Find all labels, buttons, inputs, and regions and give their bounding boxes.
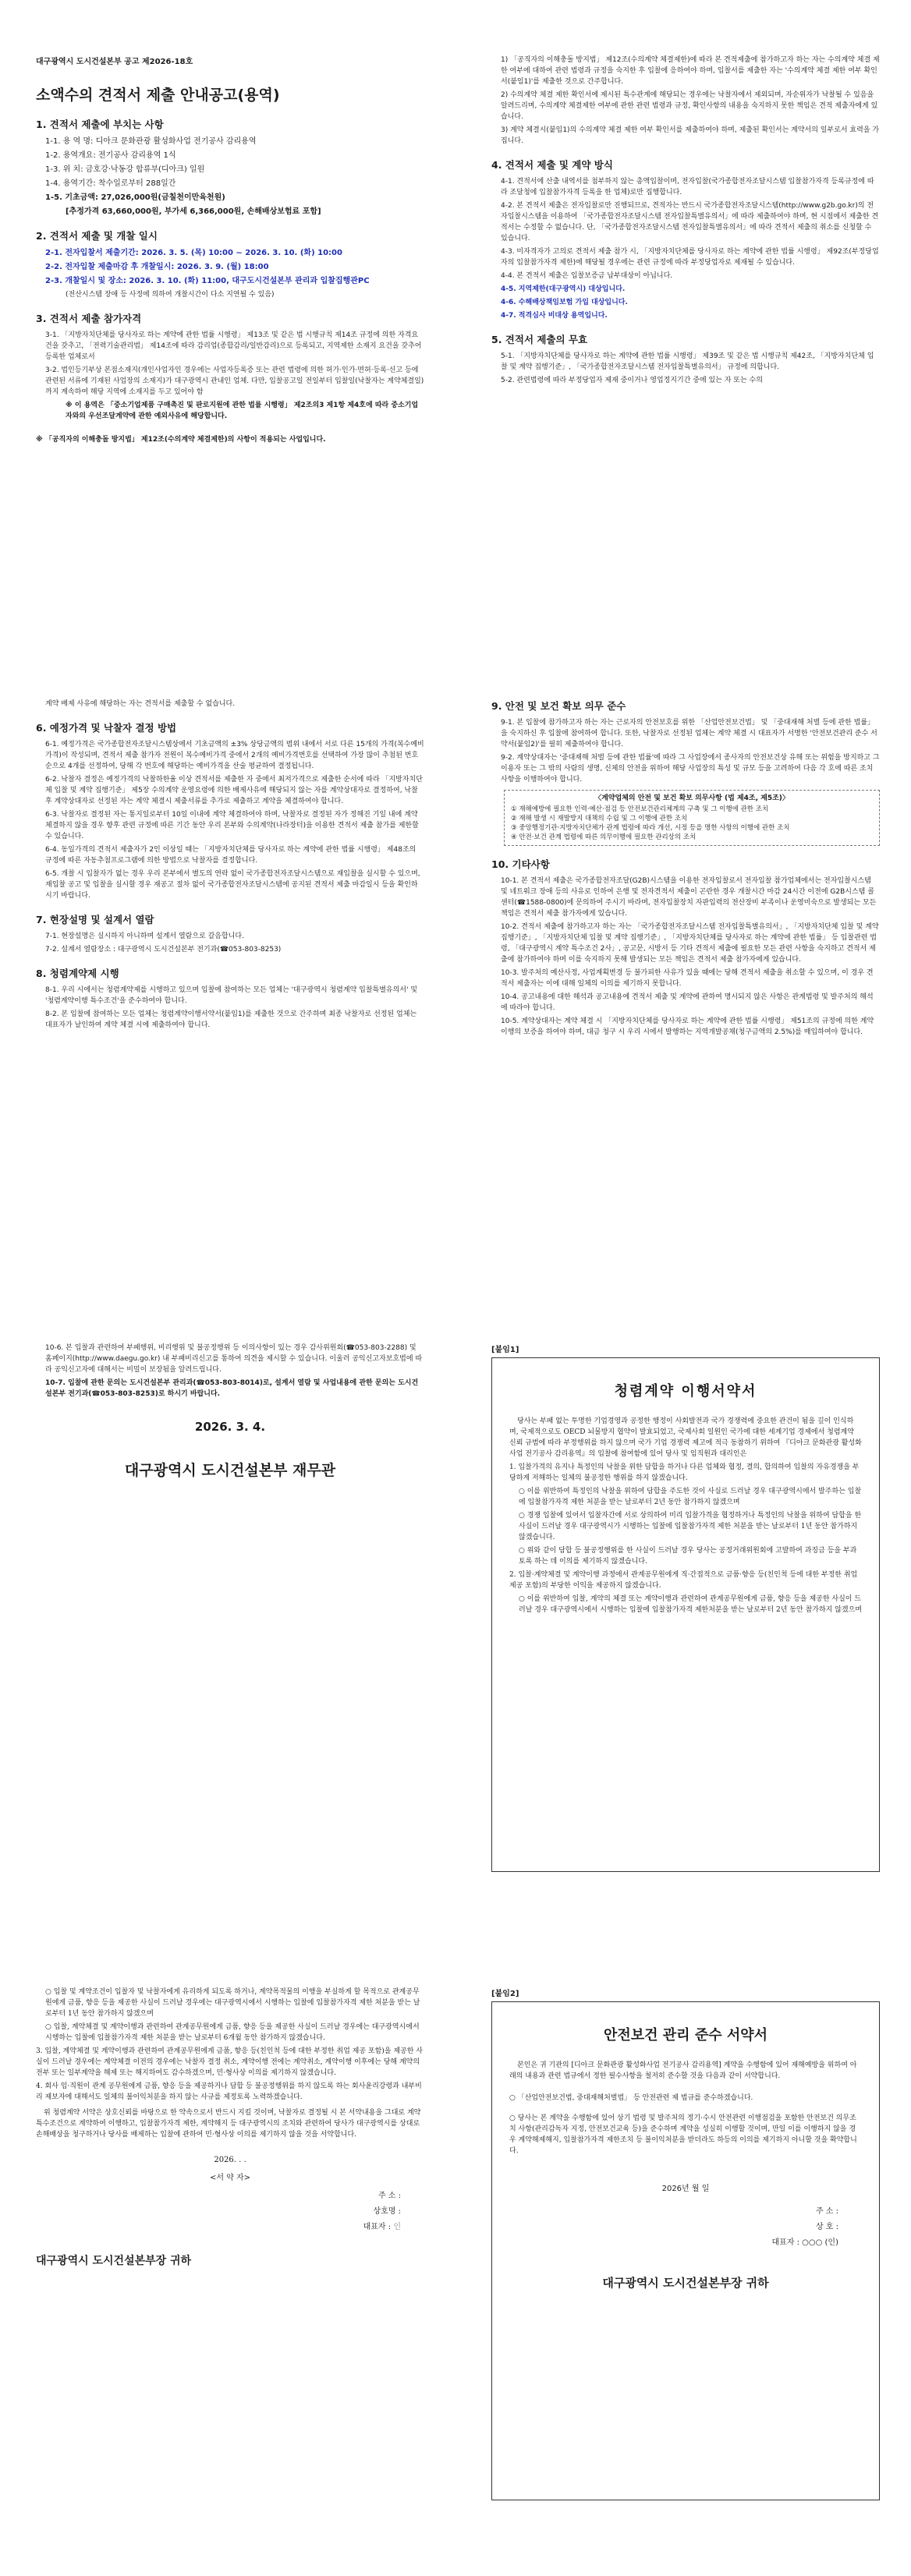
pledge-item: 3. 입찰, 계약체결 및 계약이행과 관련하여 관계공무원에게 금품, 향응 등(친인척 등에 대한 부정한 취업 제공 포함)을 제공한 사실이 드러날 경우에는 계약체결 이전의 경우에는 낙찰자 결정 취소, 계약이행 전에는 계약취소, 계약이행 이후에는 당해 계약의 전부 또는 일부계약을 해제 또는 해지하여도 감수하겠으며, 민·형사상 이의를 제기하지 않겠습니다. — [36, 2047, 423, 2077]
section-9-item: 9-1. 본 입찰에 참가하고자 하는 자는 근로자의 안전보호를 위한 「산업안전보건법」 및 「중대재해 처벌 등에 관한 법률」을 숙지하신 후 입찰에 참여하여 합니다. 또한, 낙찰자로 선정된 업체는 계약 체결 시 대표자가 서명한 '안전보건관리 준수 서약서(붙임2)'를 필히 제출하여야 합니다. — [501, 719, 877, 748]
safety-duty-box — [504, 790, 880, 846]
section-10-item: 10-1. 본 견적서 제출은 국가종합전자조달(G2B)시스템을 이용한 전자입찰로서 전자입찰 참가업체에서는 전자입찰시스템 및 네트워크 장애 등의 사유로 인하여 은행 및 전자견적서 제출이 곤란한 경우 개찰시간 마감 24시간 이전에 G2B시스템 콜센터(☎1588-0800)에 문의하여 주시기 바라며, 전자입찰장치 자판입력의 전산장비 부족이나 운영미숙으로 발생되는 모든 책임은 견적서 제출 참가자에게 있습니다. — [501, 877, 877, 918]
section-6-item: 6-4. 동일가격의 견적서 제출자가 2인 이상일 때는 「지방자치단체를 당사자로 하는 계약에 관한 법률 시행령」 제48조의 규정에 따른 자동추첨프로그램에 의한 방법으로 낙찰자를 결정합니다. — [45, 846, 417, 865]
page-8 — [456, 1932, 911, 2576]
section-8-list — [36, 985, 424, 1031]
page-7 — [0, 1932, 456, 2576]
safety-signer-address: 주 소 : — [815, 2207, 838, 2216]
safety-duty-item: ③ 중앙행정기관·지방자치단체가 관계 법령에 따라 개선, 시정 등을 명한 사항의 이행에 관한 조치 — [511, 824, 790, 832]
section-4-item: 4-4. 본 견적서 제출은 입찰보증금 납부대상이 아닙니다. — [501, 272, 673, 280]
base-price-note: [추정가격 63,660,000원, 부가세 6,366,000원, 손해배상보험료 포함] — [66, 207, 321, 216]
section-7-title: 7. 현장설명 및 설계서 열람 — [36, 914, 154, 925]
base-price: 1-5. 기초금액: 27,026,000원(금칠천이만육천원) — [45, 193, 225, 202]
safety-duty-item: ④ 안전·보건 관계 법령에 따른 의무이행에 필요한 관리상의 조치 — [511, 833, 697, 841]
inquiry-item: 10-7. 입찰에 관한 문의는 도시건설본부 관리과(☎053-803-8014)로, 설계서 열람 및 사업내용에 관한 문의는 도시건설본부 전기과(☎053-803-8253)로 하시기 바랍니다. — [45, 1379, 419, 1398]
section-6-item: 6-3. 낙찰자로 결정된 자는 통지일로부터 10일 이내에 계약 체결하여야 하며, 낙찰자로 결정된 자가 정해진 기일 내에 계약 체결하지 않을 경우 향후 관련 규정에 따른 기간 동안 우리 본부와 수의계약(나라장터)을 이용한 견적서 제출 참가를 제한할 수 있습니다. — [45, 811, 419, 840]
opening-time-place: 2-3. 개찰일시 및 장소: 2026. 3. 10. (화) 11:00, 대구도시건설본부 관리과 입찰집행관PC — [45, 277, 370, 285]
section-1-item: 1-4. 용역기간: 착수일로부터 288일간 — [45, 179, 176, 188]
section-9-item: 9-2. 계약상대자는 '중대재해 처벌 등에 관한 법률'에 따라 그 사업장에서 종사자의 안전보건상 유해 또는 위험을 방지하고 그 이용자 또는 그 밖의 사람의 생명, 신체의 안전을 위하여 해당 사업장의 특성 및 규모 등을 고려하여 다음 각 호에 따른 조치사항을 이행하여야 합니다. — [501, 754, 880, 784]
continued-text: 계약 배제 사유에 해당하는 자는 견적서를 제출할 수 없습니다. — [45, 700, 236, 708]
section-4-title: 4. 견적서 제출 및 계약 방식 — [491, 159, 613, 171]
pledge-subitem: ○ 이를 위반하여 입찰, 계약의 체결 또는 계약이행과 관련하여 관계공무원에게 금품, 향응 등을 제공한 사실이 드러날 경우 대구광역시에서 시행하는 입찰에 입찰참가자격 제한처분을 받는 날로부터 2년 동안 참가하지 않겠으며 — [519, 1595, 862, 1614]
section-10-item: 10-4. 공고내용에 대한 해석과 공고내용에 견적서 제출 및 계약에 관하여 명시되지 않은 사항은 관계법령 및 발주처의 해석에 따라야 합니다. — [501, 993, 874, 1012]
pledge-item: 4. 회사 임·직원이 관계 공무원에게 금품, 향응 등을 제공하거나 담합 등 불공정행위를 하지 않도록 하는 회사윤리강령과 내부비리 제보자에 대해서도 일체의 불이익처분을 하지 않는 사규를 제정토록 노력하겠습니다. — [36, 2082, 422, 2101]
pledge-subitem: ○ 입찰 및 계약조건이 입찰자 및 낙찰자에게 유리하게 되도록 하거나, 계약목적물의 이행을 부실하게 할 목적으로 관계공무원에게 금품, 향응 등을 제공한 사실이 드러날 경우에는 대구광역시에서 시행하는 입찰에 입찰참가자격 제한 처분을 받는 날로부터 1년 동안 참가하지 않겠으며 — [45, 1988, 420, 2018]
issuing-org: 대구광역시 도시건설본부 재무관 — [124, 1462, 336, 1479]
bid-deadline: 2-2. 전자입찰 제출마감 후 개찰일시: 2026. 3. 9. (월) 18:00 — [45, 263, 269, 271]
other-items — [36, 1343, 424, 1399]
pledge-subitem: ○ 입찰, 계약체결 및 계약이행과 관련하여 관계공무원에게 금품, 향응 등을 제공한 사실이 드러날 경우에는 대구광역시에서 시행하는 입찰에 입찰참가자격 제한 처분을 받는 날로부터 6개월 동안 참가하지 않겠습니다. — [45, 2023, 420, 2042]
integrity-pledge-title: 청렴계약 이행서약서 — [614, 1383, 757, 1399]
section-3-title: 3. 견적서 제출 참가자격 — [36, 313, 142, 324]
safety-pledge-intro: 본인은 귀 기관의 [디아크 문화관광 활성화사업 전기공사 감리용역] 계약을 수행함에 있어 재해예방을 위하여 아래의 내용과 관련 법규에서 정한 필수사항을 철저히 준수할 것을 다음과 같이 서약합니다. — [509, 2061, 857, 2080]
section-6-item: 6-5. 개찰 시 입찰자가 없는 경우 우리 본부에서 별도의 연락 없이 국가종합전자조달시스템으로 재입찰을 실시할 수 있으며, 재입찰 공고 및 입찰을 실시할 경우 재공고 절차 없이 국가종합전자조달시스템에 공지된 견적서 제출 마감일시 등을 확인하시기 바랍니다. — [45, 870, 420, 900]
section-10-item: 10-3. 발주처의 예산사정, 사업계획변경 등 불가피한 사유가 있을 때에는 당해 견적서 제출을 취소할 수 있으며, 이 경우 견적서 제출자는 이에 대해 일체의 이의를 제기하지 못합니다. — [501, 969, 874, 988]
safety-pledge-date: 2026년 월 일 — [661, 2185, 710, 2193]
safety-duty-item: ① 재해예방에 필요한 인력·예산·점검 등 안전보건관리체계의 구축 및 그 이행에 관한 조치 — [511, 805, 769, 813]
safety-pledge-addressee: 대구광역시 도시건설본부장 귀하 — [602, 2276, 769, 2290]
section-2-title: 2. 견적서 제출 및 개찰 일시 — [36, 230, 158, 242]
section-4-list — [491, 176, 880, 321]
attachment-1-tag: [붙임1] — [491, 1346, 519, 1354]
safety-signer-company: 상 호 : — [815, 2223, 838, 2231]
safety-duty-title: 〈계약업체의 안전 및 보건 확보 의무사항 (법 제4조, 제5조)〉 — [594, 794, 789, 802]
page-6 — [456, 1288, 911, 1932]
section-4-item: 4-2. 본 견적서 제출은 전자입찰로만 진행되므로, 견적자는 반드시 국가종합전자조달시스템(http://www.g2b.go.kr)의 전자입찰시스템을 이용하여 「국가종합전자조달시스템 전자입찰특별유의서」에 따라 제출하여야 하며, 현 시점에서 제출한 견적서는 수정할 수 없습니다. 단, 「국가종합전자조달시스템 전자입찰특별유의서」에 따라 견적서 제출의 취소를 신청할 수 있습니다. — [501, 202, 879, 242]
section-9-list — [491, 717, 880, 785]
section-2-list — [36, 247, 424, 300]
other-item: 10-6. 본 입찰과 관련하여 부패행위, 비리행위 및 불공정행위 등 이의사항이 있는 경우 감사위원회(☎053-803-2288) 및 홈페이지(http://www.daegu.go.kr) 내 부패비리신고를 통하여 의견을 제시할 수 있습니다. 이울러 공익신고자보호법에 따라 공익신고자에 대해서는 비밀이 보장됨을 알려드립니다. — [45, 1344, 423, 1374]
page-3 — [0, 644, 456, 1288]
page-5 — [0, 1288, 456, 1932]
section-5-item: 5-2. 관련법령에 따라 부정당업자 제재 중이거나 영업정지기간 중에 있는 자 또는 수의 — [501, 377, 763, 384]
conflict-item: 2) 수의계약 체결 제한 확인서에 제시된 특수관계에 해당되는 경우에는 낙찰자에서 제외되며, 자순위자가 낙찰될 수 있음을 알려드리며, 수의계약 체결제한 여부에 관한 관련 법령과 규정, 확인사항의 내용을 숙지하지 못한 책임은 견적 제출자에게 있습니다. — [501, 91, 878, 121]
pledge-date: 2026. . . — [214, 2156, 246, 2164]
section-7-item: 7-2. 설계서 열람장소 : 대구광역시 도시건설본부 전기과(☎053-803-8253) — [45, 946, 282, 954]
section-9-title: 9. 안전 및 보건 확보 의무 준수 — [491, 700, 626, 712]
region-limit: 4-5. 지역제한(대구광역시) 대상입니다. — [501, 285, 626, 293]
pledge-subitem: ○ 이를 위반하여 특정인의 낙찰을 위하여 담합을 주도한 것이 사실로 드러날 경우 대구광역시에서 발주하는 입찰에 입찰참가자격 제한 처분을 받는 날로부터 2년 동안 참가하지 않겠으며 — [519, 1488, 862, 1506]
safety-pledge-item: ○ 「산업안전보건법, 중대재해처벌법」 등 안전관련 제 법규를 준수하겠습니다. — [509, 2094, 753, 2102]
section-1-title: 1. 견적서 제출에 부치는 사항 — [36, 119, 164, 130]
section-1-item: 1-2. 용역개요: 전기공사 감리용역 1식 — [45, 151, 176, 160]
pledge-closing: 위 청렴계약 서약은 상호신뢰를 바탕으로 한 약속으로서 반드시 지킬 것이며, 낙찰자로 결정될 시 본 서약내용을 그대로 계약특수조건으로 계약하여 이행하고, 입찰참가자격 제한, 계약해지 등 대구광역시의 조치와 관련하여 당사가 대구광역시를 상대로 손해배상을 청구하거나 당사를 배제하는 입찰에 관하여 민·형사상 이의를 제기하지 않을 것을 서약합니다. — [36, 2109, 421, 2139]
pledge-item: 1. 입찰가격의 유지나 특정인의 낙찰을 위한 담합을 하거나 다른 업체와 협정, 결의, 합의하여 입찰의 자유경쟁을 부당하게 저해하는 일체의 불공정한 행위를 하지 않겠습니다. — [509, 1463, 860, 1482]
page-4 — [456, 644, 911, 1288]
signer-address: 주 소 : — [378, 2192, 401, 2200]
section-5-title: 5. 견적서 제출의 무효 — [491, 334, 588, 345]
pledge-subitem: ○ 위와 같이 담합 등 불공정행위를 한 사실이 드러날 경우 당사는 공정거래위원회에 고발하여 과징금 등을 부과토록 하는 데 이의를 제기하지 않겠습니다. — [519, 1547, 857, 1566]
bid-period: 2-1. 전자입찰서 제출기간: 2026. 3. 5. (목) 10:00 ~ 2026. 3. 10. (화) 10:00 — [45, 249, 342, 257]
opening-note: (전산시스템 장애 등 사정에 의하여 개찰시간이 다소 지연될 수 있음) — [66, 291, 275, 299]
section-6-item: 6-2. 낙찰자 결정은 예정가격의 낙찰하한율 이상 견적서를 제출한 자 중에서 최저가격으로 제출한 순서에 따라 「지방자치단체 입찰 및 계약 집행기준」 제5장 수의계약 운영요령에 의한 배제사유에 해당되지 않는 자를 계약상대자로 결정하여, 낙찰 후 계약상대자로 선정된 자는 계약 체결시 제출서류를 추가로 제출하고 계약을 체결하여야 합니다. — [45, 776, 423, 805]
conflict-item: 3) 계약 체결시(붙임1)의 수의계약 체결 제한 여부 확인서를 제출하여야 하며, 제출된 확인서는 계약서의 일부로서 효력을 가집니다. — [501, 126, 880, 145]
safety-signer-rep: 대표자 : ○○○ (인) — [771, 2238, 838, 2247]
signer-title: <서 약 자> — [209, 2174, 251, 2182]
attachment-2-tag: [붙임2] — [491, 1990, 519, 1998]
section-3-item: 3-1. 「지방자치단체를 당사자로 하는 계약에 관한 법률 시행령」 제13조 및 같은 법 시행규칙 제14조 규정에 의한 자격요건을 갖추고, 「전력기술관리법」 제14조에 따라 감리업(종합감리/일반감리)으로 등록되고, 지역제한 소재지 요건을 갖추어 등록한 업체로서 — [45, 331, 422, 361]
integrity-pledge-form — [491, 1357, 880, 1872]
safety-pledge-item: ○ 당사는 본 계약을 수행함에 있어 상기 법령 및 발주처의 정기·수시 안전관련 이행점검을 포함한 안전보건 의무조치 사항(관리감독자 지정, 안전보건교육 등)을 준수하며 계약을 성실히 이행할 것이며, 만일 이를 이행하지 않을 경우 계약해제해지, 입찰참가자격 제한조치 등 불이익처분을 받더라도 하등의 이의를 제기하지 아니할 것을 확약합니다. — [509, 2114, 857, 2155]
conflict-item: 1) 「공직자의 이해충돌 방지법」 제12조(수의계약 체결제한)에 따라 본 견적제출에 참가하고자 하는 자는 수의계약 체결 제한 여부에 대하여 관련 법령과 규정을 숙지한 후 입찰에 응하여야 하며, 입찰서를 제출한 자는 '수의계약 체결 제한 여부 확인서(붙임1)'를 제출한 것으로 간주합니다. — [501, 56, 880, 86]
section-4-item: 4-3. 미자격자가 고의로 견적서 제출 참가 시, 「지방자치단체를 당사자로 하는 계약에 관한 법률 시행령」 제92조(부정당업자의 입찰참가자격 제한)에 해당될 경우에는 관련 규정에 따라 부정당업자로 제재될 수 있습니다. — [501, 248, 879, 267]
safety-signer-block — [509, 2204, 862, 2251]
page-title: 소액수의 견적서 제출 안내공고(용역) — [36, 87, 280, 104]
safety-duty-item: ② 재해 발생 시 재발방지 대책의 수립 및 그 이행에 관한 조치 — [511, 815, 688, 823]
notice-number: 대구광역시 도시건설본부 공고 제2026-18호 — [36, 58, 193, 66]
pledge-item: 2. 입찰·계약체결 및 계약이행 과정에서 관계공무원에게 직·간접적으로 금품·향응 등(친인척 등에 대한 부정한 취업 제공 포함)의 부당한 이익을 제공하지 않겠습니다. — [509, 1571, 858, 1590]
section-6-list — [36, 739, 424, 901]
section-10-list — [491, 876, 880, 1038]
section-5-list — [491, 351, 880, 386]
integrity-pledge-intro: 당사는 부패 없는 투명한 기업경영과 공정한 행정이 사회발전과 국가 경쟁력에 중요한 관건이 됨을 깊이 인식하며, 국제적으로도 OECD 뇌물방지 협약이 발효되었고, 국제사회 일원인 국가에 대한 세계기업 경제에서 청렴계약 신뢰 규범에 따라 부정행위를 하지 않으며 국가 기업 경쟁력 제고에 적극 동참하기 위하여 『디아크 문화관광 활성화사업 전기공사 감리용역』의 입찰에 참여함에 있어 당사 및 임직원과 대리인은 — [509, 1417, 862, 1458]
section-3-note: ※ 이 용역은 「중소기업제품 구매촉진 및 판로지원에 관한 법률 시행령」 제2조의3 제1항 제4호에 따라 중소기업자와의 우선조달계약에 관한 예외사유에 해당합니다. — [66, 402, 419, 420]
seal-mark: 인 — [393, 2223, 401, 2231]
safety-pledge-form — [491, 2001, 880, 2500]
section-8-title: 8. 청렴계약제 시행 — [36, 968, 119, 979]
page-1 — [0, 0, 456, 644]
section-7-item: 7-1. 현장설명은 실시하지 아니하며 설계서 열람으로 갈음합니다. — [45, 932, 244, 940]
section-6-item: 6-1. 예정가격은 국가종합전자조달시스템상에서 기초금액의 ±3% 상당금액의 범위 내에서 서로 다른 15개의 가격(복수예비가격)이 작성되며, 견적서 제출 참가자 전원이 복수예비가격 중에서 2개의 예비가격번호를 선택하여 가장 많이 추첨된 번호 순으로 4개를 선정하여, 당해 각 번호에 해당하는 예비가격을 산술 평균하여 결정됩니다. — [45, 741, 424, 770]
page-2 — [456, 0, 911, 644]
conflict-items — [491, 55, 880, 147]
section-6-title: 6. 예정가격 및 낙찰자 결정 방법 — [36, 722, 177, 734]
section-8-item: 8-1. 우리 시에서는 청렴계약제를 시행하고 있으며 입찰에 참여하는 모든 업체는 '대구광역시 청렴계약 입찰특별유의서' 및 '청렴계약이행 특수조건'을 준수하여야 합니다. — [45, 986, 418, 1005]
signer-block — [36, 2189, 424, 2235]
section-10-item: 10-5. 계약상대자는 계약 체결 시 「지방자치단체를 당사자로 하는 계약에 관한 법률 시행령」 제51조의 규정에 의한 계약이행의 보증을 하여야 하며, 대금 청구 시 우리 시에서 발행하는 지역개발공채(청구금액의 2.5%)를 매입하여야 합니다. — [501, 1017, 874, 1036]
pledge-addressee: 대구광역시 도시건설본부장 귀하 — [36, 2255, 192, 2267]
section-3-list — [36, 330, 424, 422]
screening-note: 4-7. 적격심사 비대상 용역입니다. — [501, 312, 608, 320]
section-1-item: 1-3. 위 치: 금호강·낙동강 합류부(디아크) 일원 — [45, 165, 205, 174]
insurance-note: 4-6. 수해배상책임보험 가입 대상입니다. — [501, 299, 628, 306]
signer-rep: 대표자 : 인 — [363, 2223, 401, 2231]
section-10-title: 10. 기타사항 — [491, 858, 550, 870]
section-8-item: 8-2. 본 입찰에 참여하는 모든 업체는 청렴계약이행서약서(붙임1)를 제출한 것으로 간주하며 최종 낙찰자로 선정된 업체는 대표자가 날인하여 계약 체결 시에 제출하여야 합니다. — [45, 1010, 417, 1029]
section-1-list — [36, 136, 424, 218]
signer-company: 상호명 : — [373, 2207, 401, 2216]
section-4-item: 4-1. 견적서에 산출 내역서를 첨부하지 않는 총액입찰이며, 전자입찰(국가종합전자조달시스템 입찰참가자격 등록규정에 따라 조달청에 입찰참가자격 등록을 한 업체)로만 집행합니다. — [501, 178, 874, 196]
section-7-list — [36, 931, 424, 955]
conflict-footnote: ※ 「공직자의 이해충돌 방지법」 제12조(수의계약 체결제한)의 사항이 적용되는 사업입니다. — [36, 436, 326, 444]
pledge-subitem: ○ 경쟁 입찰에 있어서 입찰자간에 서로 상의하여 미리 입찰가격을 협정하거나 특정인의 낙찰을 위하여 담합을 한 사실이 드러날 경우 대구광역시가 시행하는 입찰에 입찰참가자격 제한 처분을 받는 날로부터 1년 동안 참가하지 않겠습니다. — [519, 1512, 862, 1541]
notice-date: 2026. 3. 4. — [194, 1420, 266, 1434]
section-5-item: 5-1. 「지방자치단체를 당사자로 하는 계약에 관한 법률 시행령」 제39조 및 같은 법 시행규칙 제42조, 「지방자치단체 입찰 및 계약 집행기준」, 「국가종합전자조달시스템 전자입찰특별유의서」 규정에 의합니다. — [501, 352, 874, 371]
section-3-item: 3-2. 법인등기부상 본점소재지(개인사업자인 경우에는 사업자등록증 또는 관련 법령에 의한 허가·인가·면허·등록·신고 등에 관련된 서류에 기재된 사업장의 소재지)가 대구광역시 관내인 업체. 다만, 입찰공고일 전일부터 입찰일(낙찰자는 계약체결일)까지 계속하여 해당 지역에 소재지를 두고 있어야 함 — [45, 366, 424, 396]
section-1-item: 1-1. 용 역 명: 디아크 문화관광 활성화사업 전기공사 감리용역 — [45, 137, 257, 146]
section-10-item: 10-2. 견적서 제출에 참가하고자 하는 자는 「국가종합전자조달시스템 전자입찰특별유의서」, 「지방자치단체 입찰 및 계약 집행기준」, 「지방자치단체 입찰 및 계약 집행기준」, 「지방자치단체를 당사자로 하는 계약에 관한 법률」 등 입찰관련 법령, 「대구광역시 계약 특수조건 2사」, 공고문, 시방서 등 기타 견적서 제출에 필요한 모든 관련 사항을 숙지하고 견적서 제출에 참가하여야 하며 이를 숙지하지 못해 발생되는 모든 책임은 견적서 제출 참가자에게 있습니다. — [501, 923, 879, 964]
safety-pledge-title: 안전보건 관리 준수 서약서 — [603, 2027, 768, 2043]
